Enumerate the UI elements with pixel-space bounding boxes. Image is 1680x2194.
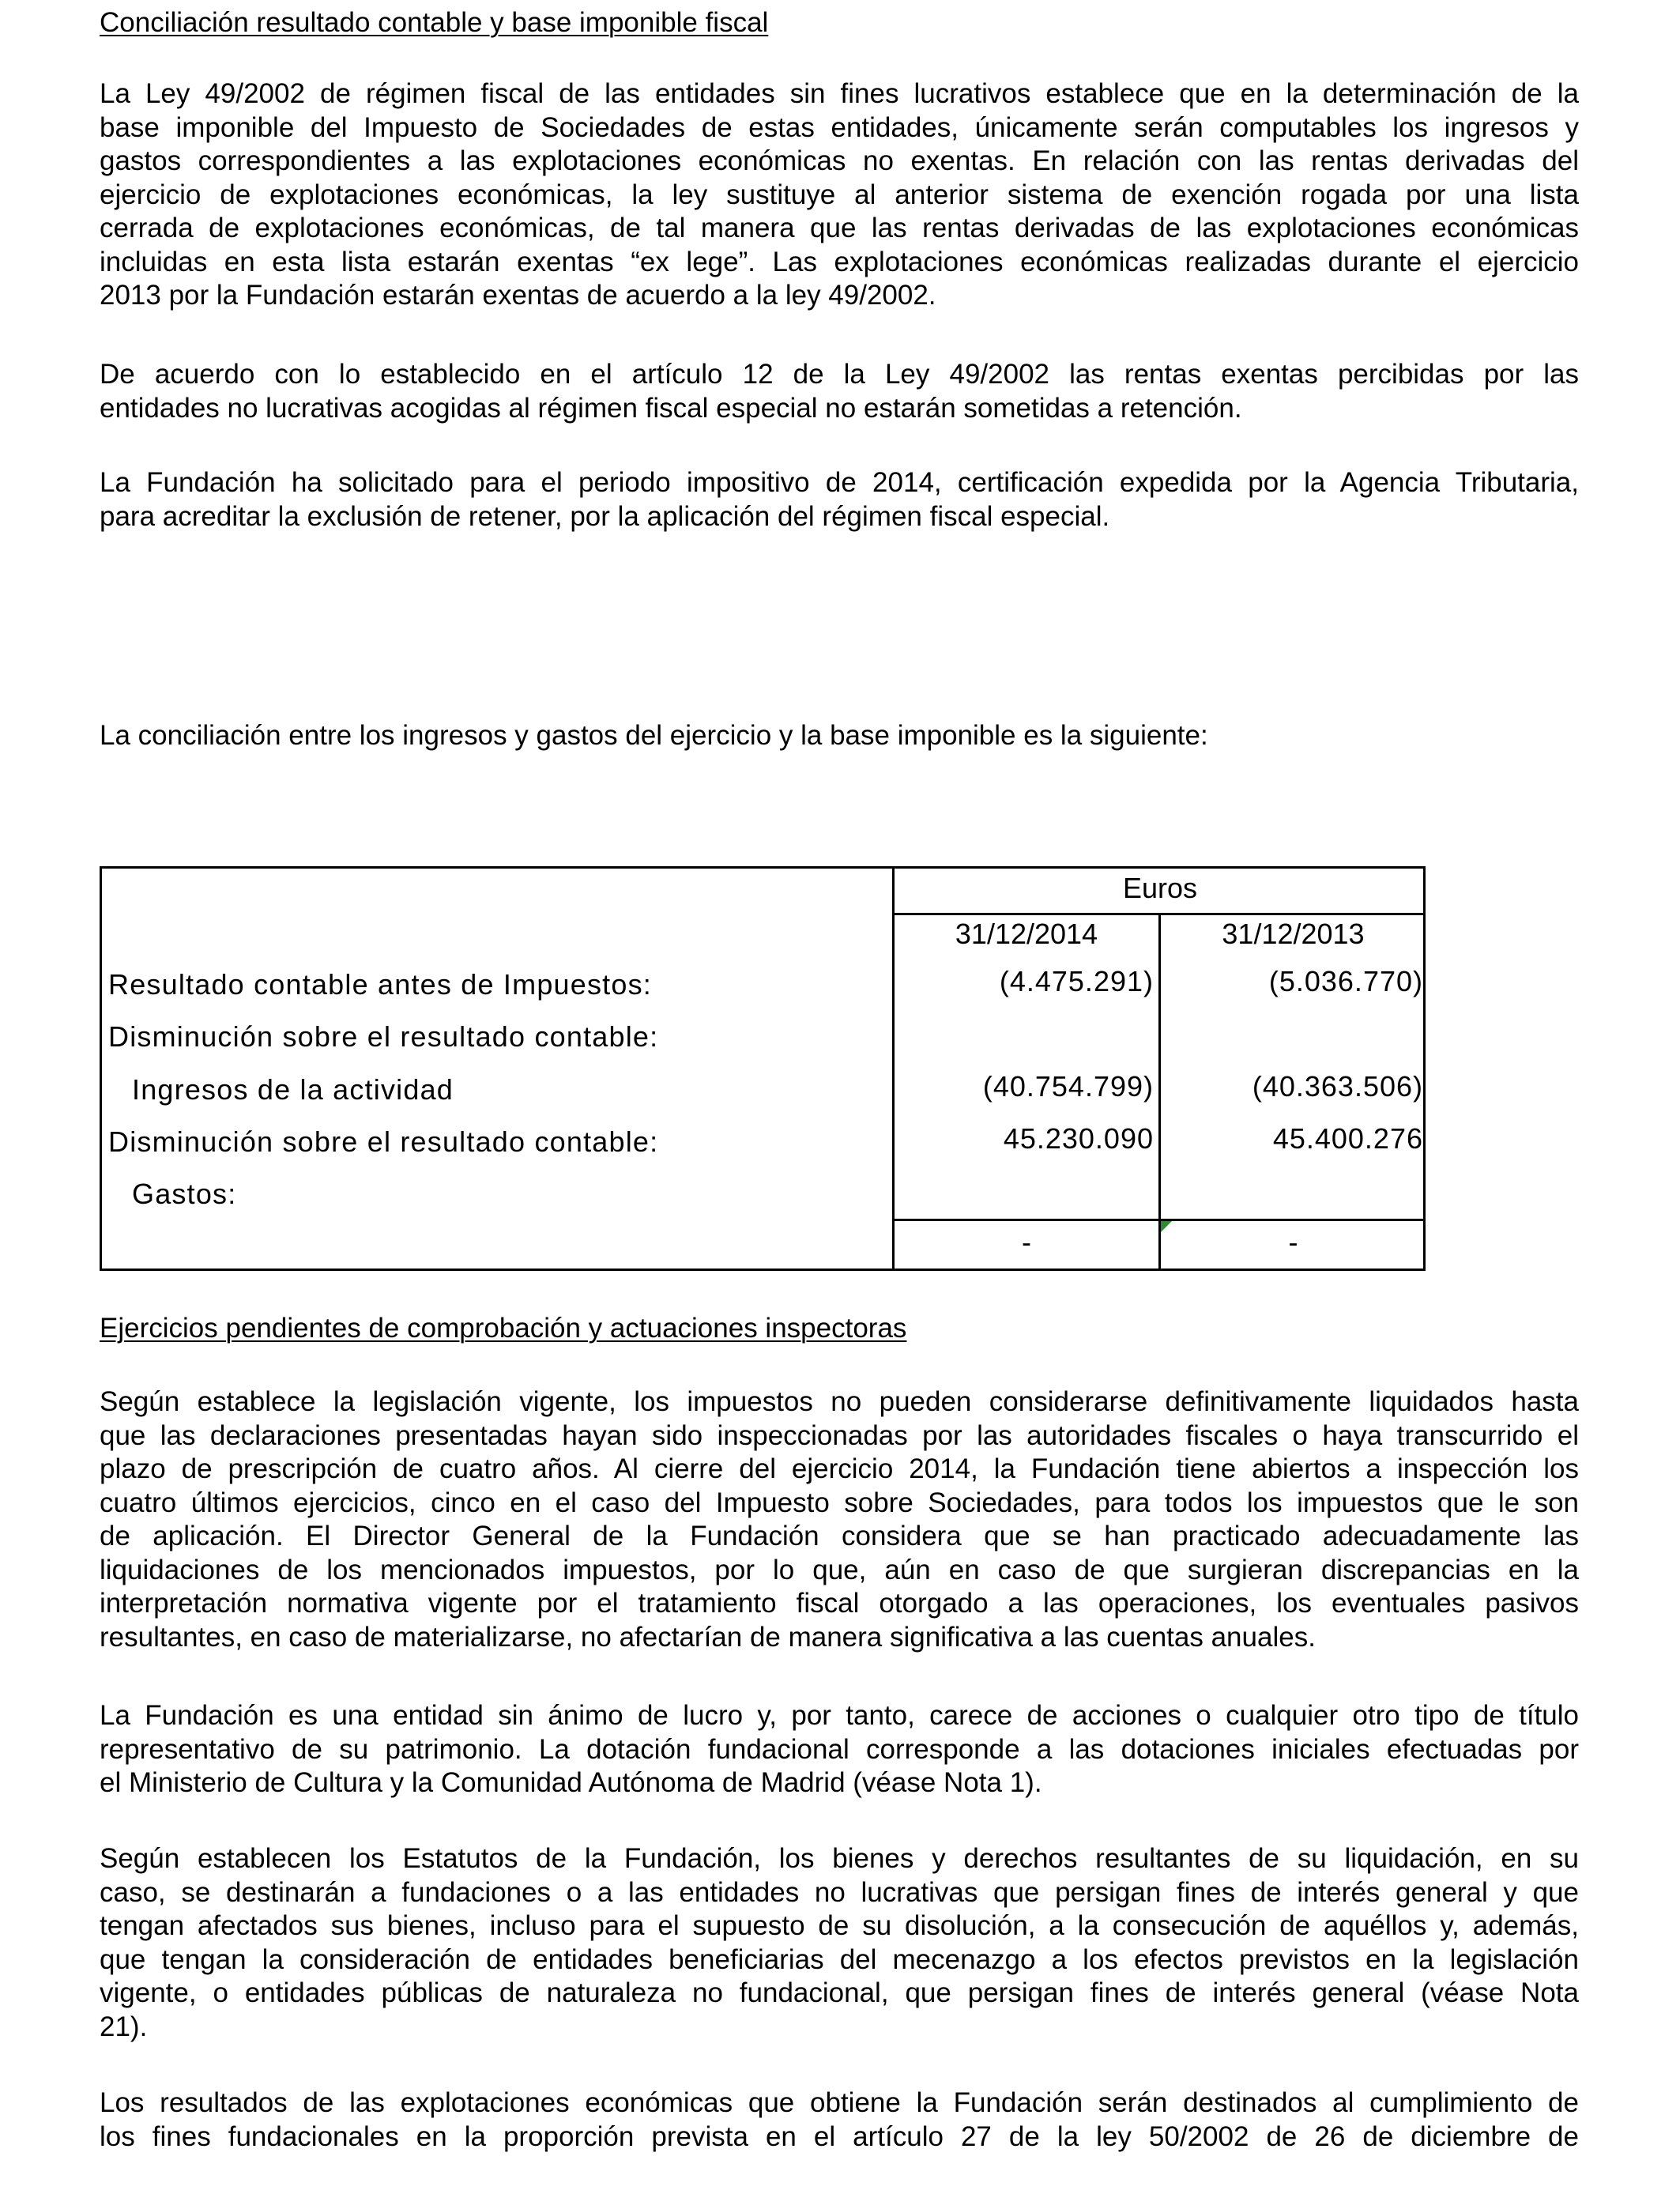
- text-line: 21).: [100, 2011, 148, 2042]
- text-line: La conciliación entre los ingresos y gastos del ejercicio y la base imponible es la siguiente:: [100, 720, 1208, 751]
- comment-marker-icon: [1161, 1221, 1172, 1232]
- text-line: vigente, o entidades públicas de naturaleza no fundacional, que persigan fines de interés general (véase Nota: [100, 1977, 1579, 2008]
- table-row-label: Ingresos de la actividad: [132, 1073, 454, 1106]
- text-line: plazo de prescripción de cuatro años. Al cierre del ejercicio 2014, la Fundación tiene abiertos a inspección los: [100, 1453, 1579, 1484]
- paragraph-legislacion-vigente: [100, 1385, 1579, 1654]
- text-line: La Ley 49/2002 de régimen fiscal de las entidades sin fines lucrativos establece que en la determinación de la: [100, 78, 1579, 109]
- text-line: que tengan la consideración de entidades beneficiarias del mecenazgo a los efectos previstos en la legislación: [100, 1943, 1579, 1975]
- text-line: entidades no lucrativas acogidas al régimen fiscal especial no estarán sometidas a retención.: [100, 392, 1242, 424]
- text-line: 2013 por la Fundación estarán exentas de acuerdo a la ley 49/2002.: [100, 280, 936, 311]
- table-row-label: Gastos:: [132, 1178, 237, 1210]
- text-line: cuatro últimos ejercicios, cinco en el caso del Impuesto sobre Sociedades, para todos los impuestos que le son: [100, 1487, 1579, 1518]
- table-value-2013: (40.363.506): [1252, 1070, 1423, 1103]
- table-row-label: Disminución sobre el resultado contable:: [108, 1020, 659, 1053]
- paragraph-certificacion: [100, 466, 1579, 533]
- table-row-label: Disminución sobre el resultado contable:: [108, 1125, 659, 1158]
- document-page: [100, 0, 1579, 2194]
- table-value-2014: (4.475.291): [999, 965, 1154, 997]
- text-line: que las declaraciones presentadas hayan sido inspeccionadas por las autoridades fiscales o haya transcurrido el: [100, 1419, 1579, 1451]
- text-line: caso, se destinarán a fundaciones o a las entidades no lucrativas que persigan fines de interés general y que: [100, 1876, 1579, 1908]
- text-line: Según establecen los Estatutos de la Fundación, los bienes y derechos resultantes de su liquidación, en su: [100, 1843, 1579, 1874]
- table-divider: [892, 913, 1426, 915]
- table-value-2013: (5.036.770): [1268, 965, 1423, 997]
- text-line: los fines fundacionales en la proporción prevista en el artículo 27 de la ley 50/2002 de 26 de diciembre de: [100, 2120, 1579, 2152]
- text-line: gastos correspondientes a las explotaciones económicas no exentas. En relación con las rentas derivadas del: [100, 145, 1579, 176]
- table-header-currency: Euros: [1122, 872, 1198, 904]
- paragraph-articulo-12: [100, 358, 1579, 425]
- text-line: base imponible del Impuesto de Sociedades de estas entidades, únicamente serán computables los ingresos y: [100, 111, 1579, 143]
- text-line: ejercicio de explotaciones económicas, la ley sustituye al anterior sistema de exención rogada por una lista: [100, 179, 1579, 210]
- text-line: De acuerdo con lo establecido en el artículo 12 de la Ley 49/2002 las rentas exentas percibidas por las: [100, 359, 1579, 390]
- text-line: cerrada de explotaciones económicas, de tal manera que las rentas derivadas de las explotaciones económicas: [100, 213, 1579, 243]
- text-line: de aplicación. El Director General de la Fundación considera que se han practicado adecuadamente las: [100, 1521, 1579, 1551]
- table-header-2014: 31/12/2014: [955, 918, 1098, 950]
- text-line: Los resultados de las explotaciones económicas que obtiene la Fundación serán destinados al cumplimiento de: [100, 2087, 1579, 2118]
- paragraph-ley-49-2002: [100, 77, 1579, 313]
- text-line: tengan afectados sus bienes, incluso para el supuesto de su disolución, a la consecución de aquéllos y, además,: [100, 1910, 1579, 1941]
- section-heading-conciliacion: Conciliación resultado contable y base imponible fiscal: [100, 7, 769, 38]
- table-divider: [892, 1219, 1426, 1221]
- text-line: Según establece la legislación vigente, los impuestos no pueden considerarse definitivamente liquidados hasta: [100, 1386, 1579, 1417]
- table-value-2014: 45.230.090: [1003, 1122, 1154, 1155]
- paragraph-entidad-sin-animo: [100, 1699, 1579, 1800]
- table-total-2014: -: [1022, 1226, 1031, 1258]
- text-line: interpretación normativa vigente por el tratamiento fiscal otorgado a las operaciones, los eventuales pasivos: [100, 1588, 1579, 1619]
- text-line: La Fundación es una entidad sin ánimo de lucro y, por tanto, carece de acciones o cualquier otro tipo de título: [100, 1700, 1579, 1731]
- table-row-label: Resultado contable antes de Impuestos:: [108, 968, 653, 1001]
- text-line: incluidas en esta lista estarán exentas “ex lege”. Las explotaciones económicas realizadas durante el ejercicio: [100, 246, 1579, 277]
- table-value-2014: (40.754.799): [982, 1070, 1154, 1103]
- text-line: liquidaciones de los mencionados impuestos, por lo que, aún en caso de que surgieran discrepancias en la: [100, 1554, 1579, 1585]
- text-line: La Fundación ha solicitado para el periodo impositivo de 2014, certificación expedida por la Agencia Tributaria,: [100, 467, 1579, 498]
- table-header-2013: 31/12/2013: [1222, 918, 1365, 950]
- text-line: representativo de su patrimonio. La dotación fundacional corresponde a las dotaciones iniciales efectuadas por: [100, 1733, 1579, 1765]
- text-line: el Ministerio de Cultura y la Comunidad Autónoma de Madrid (véase Nota 1).: [100, 1767, 1042, 1798]
- paragraph-resultados-explotaciones: [100, 2087, 1579, 2154]
- table-value-2013: 45.400.276: [1272, 1122, 1423, 1155]
- section-heading-ejercicios: Ejercicios pendientes de comprobación y actuaciones inspectoras: [100, 1313, 907, 1344]
- table-total-2013: -: [1288, 1226, 1298, 1258]
- text-line: resultantes, en caso de materializarse, no afectarían de manera significativa a las cuentas anuales.: [100, 1621, 1316, 1653]
- conciliation-table: [100, 866, 1426, 1271]
- paragraph-conciliacion-intro: [100, 719, 1579, 753]
- text-line: para acreditar la exclusión de retener, por la aplicación del régimen fiscal especial.: [100, 500, 1110, 532]
- paragraph-estatutos: [100, 1842, 1579, 2044]
